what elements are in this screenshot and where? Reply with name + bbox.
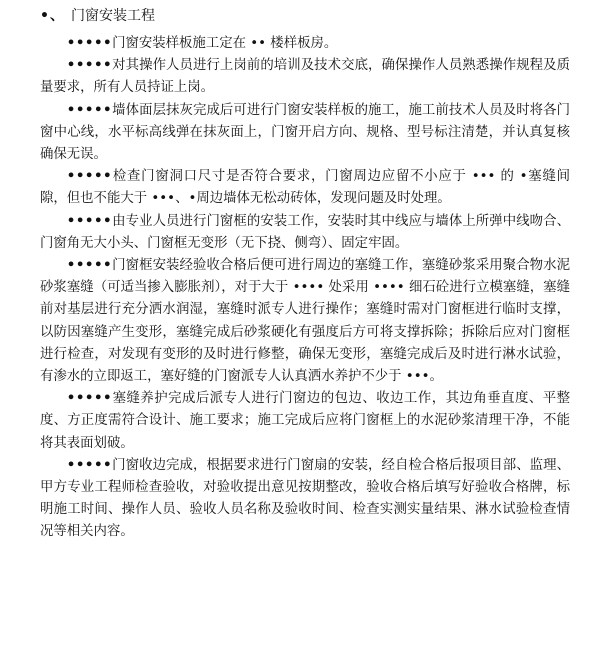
paragraph-text: 门窗框安装经验收合格后便可进行周边的塞缝工作，塞缝砂浆采用聚合物水泥砂浆塞缝（可适当掺入膨胀剂），对于大于 •••• 处采用 •••• 细石砼进行立模塞缝，塞缝前对基层进行充分洒水润湿，塞缝时派专人进行操作；塞缝时需对门窗框进行临时支撑，以防因塞缝产生变形，塞缝完成后砂浆硬化有强度后方可将支撑拆除；拆除后应对门窗框进行检查，对发现有变形的及时进行修整，确保无变形，塞缝完成后及时进行淋水试验，有渗水的立即返工，塞好缝的门窗派专人认真洒水养护不少于 •••。 <box>40 258 570 385</box>
paragraph-6 <box>40 255 570 388</box>
section-title: 门窗安装工程 <box>70 8 155 24</box>
section-marker: •、 <box>40 8 65 24</box>
item-marker: ••••• <box>66 58 113 74</box>
item-marker: ••••• <box>66 169 113 185</box>
paragraph-text: 检查门窗洞口尺寸是否符合要求，门窗周边应留不小应于 ••• 的 •塞缝间隙，但也不能大于 •••、•周边墙体无松动砖体，发现问题及时处理。 <box>40 169 570 207</box>
item-marker: ••••• <box>66 102 113 118</box>
section-heading <box>40 4 155 28</box>
item-marker: ••••• <box>66 457 113 473</box>
paragraph-text: 对其操作人员进行上岗前的培训及技术交底，确保操作人员熟悉操作规程及质量要求，所有人员持证上岗。 <box>40 58 570 96</box>
paragraph-text: 由专业人员进行门窗框的安装工作，安装时其中线应与墙体上所弹中线吻合、门窗角无大小头、门窗框无变形（无下挠、侧弯）、固定牢固。 <box>40 213 570 251</box>
item-marker: ••••• <box>66 213 113 229</box>
paragraph-text: 塞缝养护完成后派专人进行门窗边的包边、收边工作，其边角垂直度、平整度、方正度需符合设计、施工要求；施工完成后应将门窗框上的水泥砂浆清理干净，不能将其表面划破。 <box>40 391 570 451</box>
paragraph-5 <box>40 211 570 255</box>
paragraph-text: 门窗安装样板施工定在 •• 楼样板房。 <box>112 36 338 51</box>
paragraph-text: 门窗收边完成，根据要求进行门窗扇的安装，经自检合格后报项目部、监理、甲方专业工程师检查验收，对验收提出意见按期整改，验收合格后填写好验收合格牌，标明施工时间、操作人员、验收人员名称及验收时间、检查实测实量结果、淋水试验检查情况等相关内容。 <box>40 457 570 540</box>
paragraph-4 <box>40 166 570 210</box>
paragraph-2 <box>40 55 570 99</box>
item-marker: ••••• <box>66 391 113 407</box>
paragraph-8 <box>40 455 570 544</box>
paragraph-1 <box>40 33 570 55</box>
paragraph-7 <box>40 388 570 455</box>
item-marker: ••••• <box>66 258 113 274</box>
paragraph-text: 墙体面层抹灰完成后可进行门窗安装样板的施工，施工前技术人员及时将各门窗中心线，水平标高线弹在抹灰面上，门窗开启方向、规格、型号标注清楚，并认真复核确保无误。 <box>40 102 570 163</box>
paragraph-3 <box>40 100 570 167</box>
item-marker: ••••• <box>66 36 113 51</box>
section-body <box>40 33 570 544</box>
